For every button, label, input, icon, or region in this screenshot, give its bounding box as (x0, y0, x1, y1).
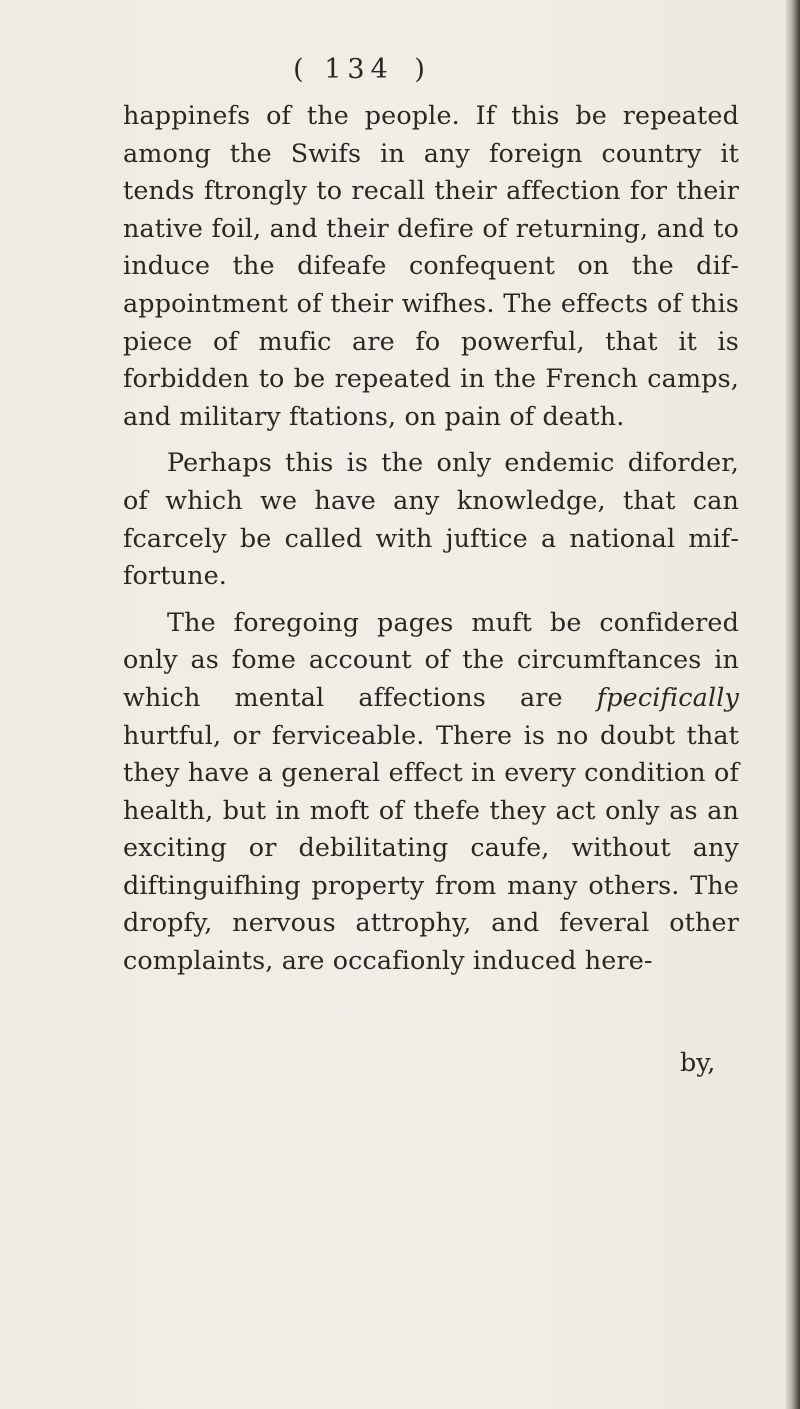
paragraph-3-end: hurtful, or ferviceable. There is no doubt that they have a general effect in every condition of health, but in moft of thefe they act only as an exciting or debilitating caufe, without any diftinguifhing property from many others. The dropfy, nervous attrophy, and feveral other complaints, are occafionly induced here- (123, 719, 739, 976)
paragraph-3 (123, 604, 739, 980)
page-edge-shadow (786, 0, 800, 1409)
page-number (0, 50, 762, 90)
paragraph-3-start: The foregoing pages muft be confidered only as fome account of the circumftances in which mental affections are (123, 606, 739, 712)
paragraph-spacer (123, 435, 739, 444)
paren-close: ) (414, 54, 431, 85)
body-text (123, 97, 739, 980)
paragraph-1: happinefs of the people. If this be repeated among the Swifs in any foreign country it tends ftrongly to recall their affection for their native foil, and their defire of returning, and to induce the difeafe confequent on the difappointment of their wifhes. The effects of this piece of mufic are fo powerful, that it is forbidden to be repeated in the French camps, and military ftations, on pain of death. (123, 100, 739, 431)
paragraph-spacer (123, 595, 739, 604)
page-number-value: 134 (324, 54, 394, 85)
italic-word: fpecifically (596, 681, 739, 712)
paren-open: ( (293, 54, 310, 85)
paragraph-2: Perhaps this is the only endemic diforder, of which we have any knowledge, that can fcarcely be called with juftice a national miffortune. (123, 447, 739, 591)
catchword: by, (680, 1047, 716, 1077)
